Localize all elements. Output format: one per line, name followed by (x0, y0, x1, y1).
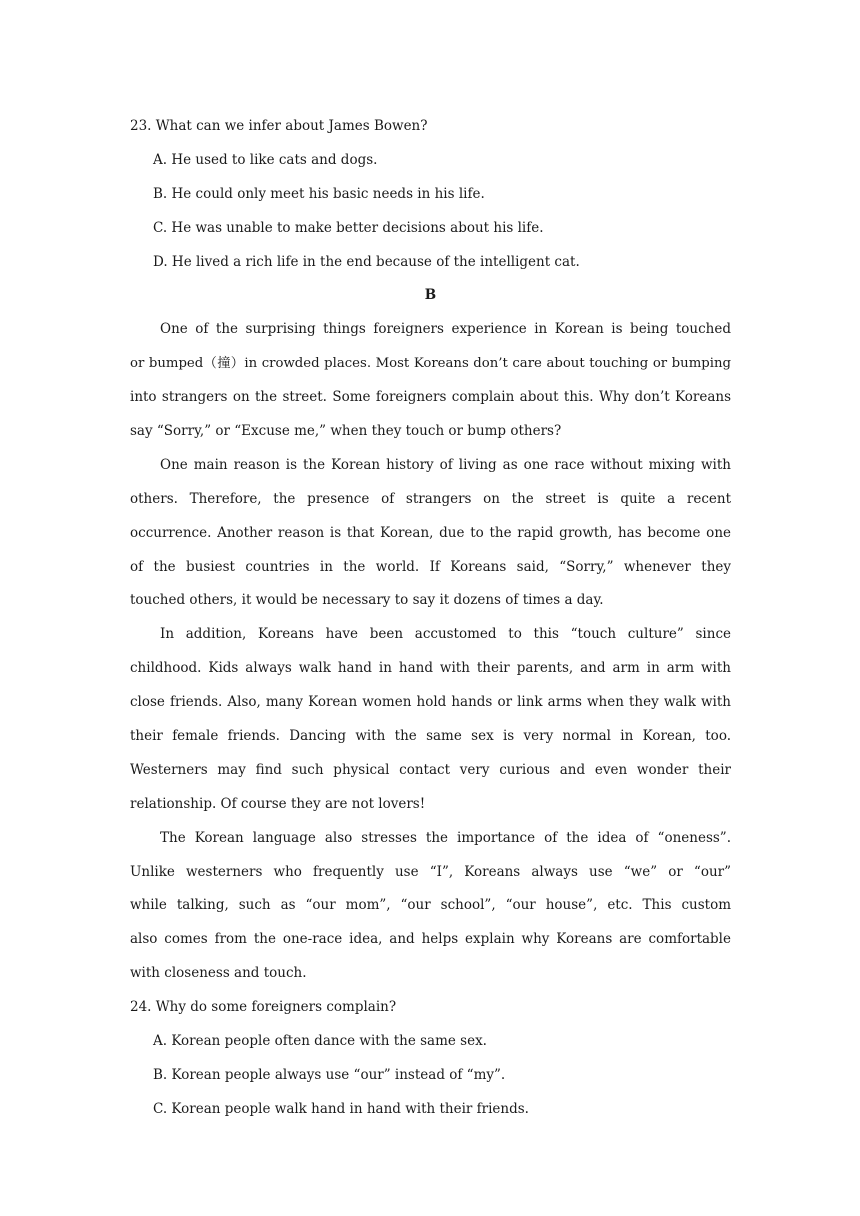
paragraph-line: relationship. Of course they are not lovers! (130, 795, 426, 812)
passage-paragraph-3 (130, 618, 731, 821)
paragraph-line: One of the surprising things foreigners experience in Korean is being touched (160, 321, 731, 338)
question-24-option-a: A. Korean people often dance with the same sex. (153, 1033, 487, 1050)
paragraph-line: touched others, it would be necessary to say it dozens of times a day. (130, 592, 604, 609)
paragraph-line: others. Therefore, the presence of strangers on the street is quite a recent (130, 490, 731, 507)
question-23-option-c: C. He was unable to make better decisions about his life. (153, 219, 544, 236)
paragraph-line: into strangers on the street. Some foreigners complain about this. Why don’t Koreans (130, 389, 731, 406)
question-23-stem: 23. What can we infer about James Bowen? (130, 118, 428, 134)
paragraph-line: also comes from the one-race idea, and helps explain why Koreans are comfortable (130, 931, 731, 948)
paragraph-line: of the busiest countries in the world. If Koreans said, “Sorry,” whenever they (130, 558, 731, 575)
question-24-option-b: B. Korean people always use “our” instead of “my”. (153, 1066, 506, 1083)
paragraph-line: occurrence. Another reason is that Korean, due to the rapid growth, has become one (130, 524, 731, 541)
paragraph-line: say “Sorry,” or “Excuse me,” when they touch or bump others? (130, 423, 562, 440)
paragraph-line: with closeness and touch. (130, 965, 307, 982)
question-23-option-a: A. He used to like cats and dogs. (153, 151, 378, 168)
paragraph-line: Unlike westerners who frequently use “I”, Koreans always use “we” or “our” (130, 863, 731, 880)
paragraph-line: close friends. Also, many Korean women hold hands or link arms when they walk with (130, 694, 731, 711)
document-page (130, 110, 731, 1127)
question-23-option-d: D. He lived a rich life in the end because of the intelligent cat. (153, 253, 580, 270)
paragraph-line: childhood. Kids always walk hand in hand with their parents, and arm in arm with (130, 660, 731, 677)
passage-paragraph-1 (130, 313, 731, 449)
paragraph-line: while talking, such as “our mom”, “our school”, “our house”, etc. This custom (130, 897, 731, 914)
passage-paragraph-4 (130, 822, 731, 991)
passage-paragraph-2 (130, 449, 731, 618)
question-24-option-c: C. Korean people walk hand in hand with their friends. (153, 1100, 529, 1117)
section-heading: B (424, 287, 437, 304)
paragraph-line: One main reason is the Korean history of living as one race without mixing with (160, 456, 731, 473)
paragraph-line: The Korean language also stresses the importance of the idea of “oneness”. (160, 829, 731, 846)
paragraph-line: their female friends. Dancing with the same sex is very normal in Korean, too. (130, 728, 731, 745)
paragraph-line: Westerners may find such physical contact very curious and even wonder their (130, 761, 731, 778)
paragraph-line: In addition, Koreans have been accustomed to this “touch culture” since (160, 626, 731, 643)
paragraph-line: or bumped（撞）in crowded places. Most Koreans don’t care about touching or bumping (130, 356, 731, 372)
question-24-stem: 24. Why do some foreigners complain? (130, 999, 397, 1016)
question-23-option-b: B. He could only meet his basic needs in his life. (153, 185, 485, 202)
